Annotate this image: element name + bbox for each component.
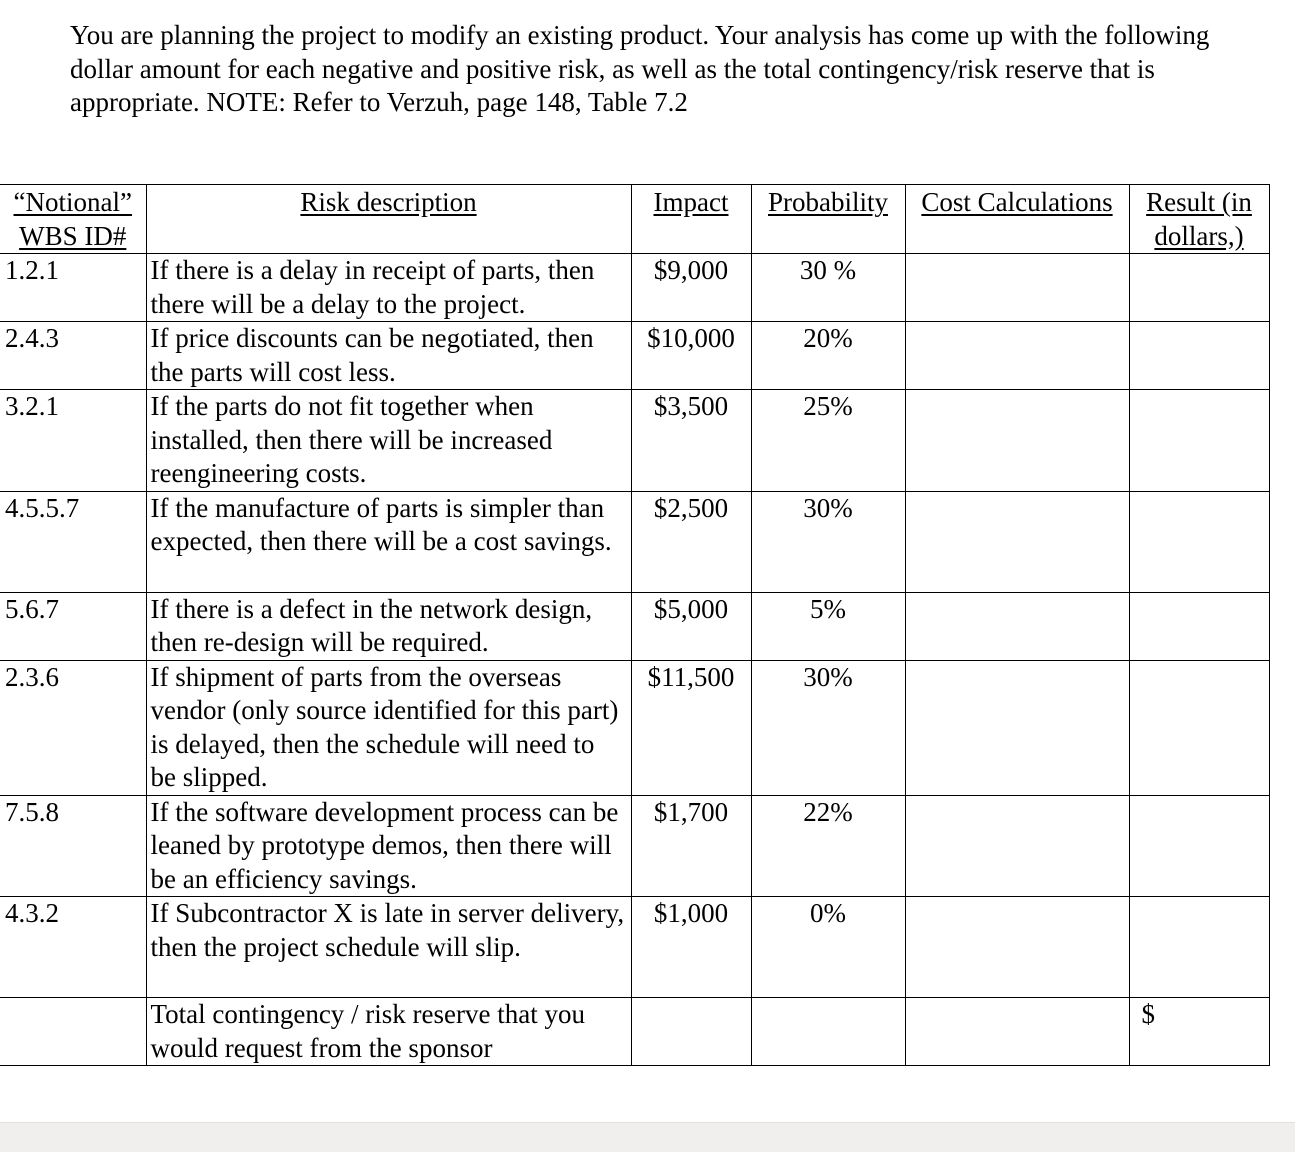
header-row [0,185,1269,254]
table-row [0,795,1269,897]
cost-calculation-cell[interactable] [905,897,1129,998]
impact-cell: $2,500 [631,491,751,592]
wbs-id-cell: 5.6.7 [0,592,146,660]
wbs-id-cell: 4.5.5.7 [0,491,146,592]
probability-cell: 30% [751,491,905,592]
impact-cell: $10,000 [631,322,751,390]
impact-cell: $9,000 [631,254,751,322]
header-risk-description: Risk description [146,185,631,254]
result-cell[interactable] [1129,897,1269,998]
total-empty-cell [0,998,146,1066]
table-row [0,592,1269,660]
probability-cell: 30% [751,660,905,795]
header-cost-calculations: Cost Calculations [905,185,1129,254]
cost-calculation-cell[interactable] [905,660,1129,795]
probability-cell: 20% [751,322,905,390]
impact-cell: $11,500 [631,660,751,795]
total-row [0,998,1269,1066]
risk-description-cell: If the parts do not fit together when installed, then there will be increased reengineering costs. [146,390,631,492]
probability-cell: 22% [751,795,905,897]
table-row [0,660,1269,795]
wbs-id-cell: 3.2.1 [0,390,146,492]
wbs-id-cell: 1.2.1 [0,254,146,322]
result-cell[interactable] [1129,795,1269,897]
wbs-id-cell: 2.3.6 [0,660,146,795]
risk-table [0,184,1270,1066]
probability-cell: 25% [751,390,905,492]
impact-cell: $3,500 [631,390,751,492]
wbs-id-cell: 2.4.3 [0,322,146,390]
wbs-id-cell: 4.3.2 [0,897,146,998]
cost-calculation-cell[interactable] [905,390,1129,492]
impact-cell: $1,000 [631,897,751,998]
risk-description-cell: If the software development process can be leaned by prototype demos, then there will be an efficiency savings. [146,795,631,897]
table-row [0,897,1269,998]
risk-description-cell: If Subcontractor X is late in server delivery, then the project schedule will slip. [146,897,631,998]
total-probability-cell [751,998,905,1066]
bottom-bar [0,1122,1295,1152]
risk-description-cell: If there is a defect in the network design, then re-design will be required. [146,592,631,660]
result-cell[interactable] [1129,254,1269,322]
cost-calculation-cell[interactable] [905,254,1129,322]
risk-description-cell: If there is a delay in receipt of parts, then there will be a delay to the project. [146,254,631,322]
risk-description-cell: If price discounts can be negotiated, then the parts will cost less. [146,322,631,390]
cost-calculation-cell[interactable] [905,491,1129,592]
total-cost-calculation-cell[interactable] [905,998,1129,1066]
header-result: Result (in dollars,) [1129,185,1269,254]
total-result-cell[interactable]: $ [1129,998,1269,1066]
probability-cell: 30 % [751,254,905,322]
risk-description-cell: If the manufacture of parts is simpler than expected, then there will be a cost savings. [146,491,631,592]
result-cell[interactable] [1129,390,1269,492]
result-cell[interactable] [1129,660,1269,795]
total-impact-cell [631,998,751,1066]
probability-cell: 5% [751,592,905,660]
cost-calculation-cell[interactable] [905,795,1129,897]
cost-calculation-cell[interactable] [905,322,1129,390]
total-label: Total contingency / risk reserve that you would request from the sponsor [146,998,631,1066]
table-row [0,390,1269,492]
table-row [0,254,1269,322]
result-cell[interactable] [1129,322,1269,390]
impact-cell: $5,000 [631,592,751,660]
instructions-text: You are planning the project to modify an existing product. Your analysis has come up with the following dollar amount for each negative and positive risk, as well as the total contingency/risk reserve that is appropriate. NOTE: Refer to Verzuh, page 148, Table 7.2 [70,20,1210,117]
probability-cell: 0% [751,897,905,998]
result-cell[interactable] [1129,491,1269,592]
table-row [0,322,1269,390]
header-wbs-id: “Notional” WBS ID# [0,185,146,254]
cost-calculation-cell[interactable] [905,592,1129,660]
impact-cell: $1,700 [631,795,751,897]
table-row [0,491,1269,592]
wbs-id-cell: 7.5.8 [0,795,146,897]
header-probability: Probability [751,185,905,254]
risk-description-cell: If shipment of parts from the overseas vendor (only source identified for this part) is delayed, then the schedule will need to be slipped. [146,660,631,795]
header-impact: Impact [631,185,751,254]
result-cell[interactable] [1129,592,1269,660]
